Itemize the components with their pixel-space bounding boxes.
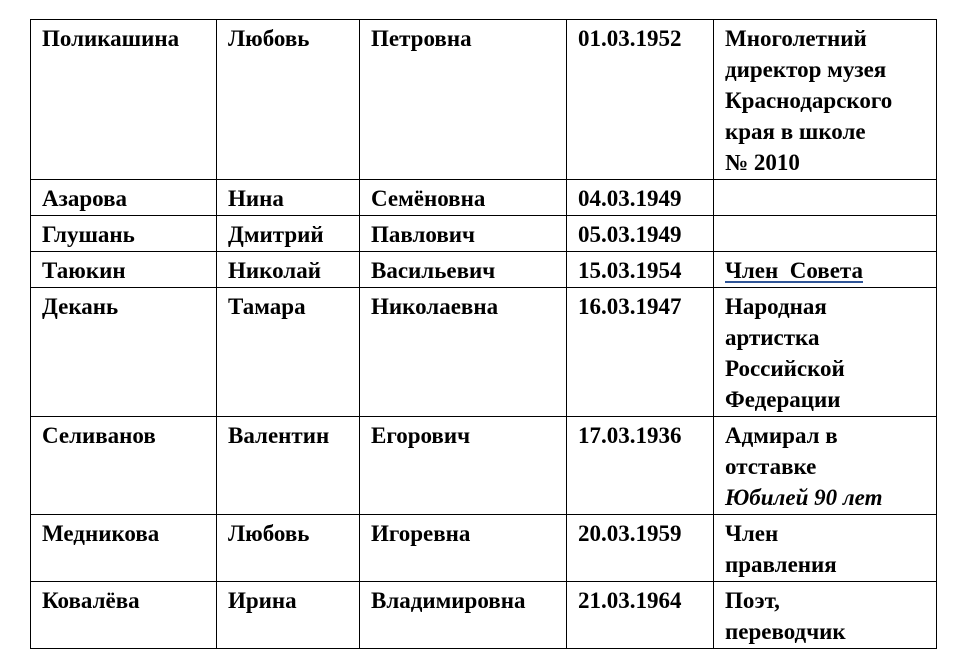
birthdate-cell: 05.03.1949: [567, 216, 714, 252]
note-line: артистка: [725, 325, 820, 350]
birthdate-cell: 20.03.1959: [567, 515, 714, 582]
surname-cell: Селиванов: [31, 417, 217, 515]
table-row: [31, 216, 937, 252]
note-line: края в школе: [725, 119, 866, 144]
note-cell: [714, 417, 937, 515]
note-line: правления: [725, 552, 837, 577]
name-cell: Дмитрий: [217, 216, 360, 252]
note-cell: [714, 515, 937, 582]
patronymic-cell: Семёновна: [360, 180, 567, 216]
patronymic-cell: Павлович: [360, 216, 567, 252]
patronymic-cell: Игоревна: [360, 515, 567, 582]
note-line: Член: [725, 521, 779, 546]
birthdate-cell: 01.03.1952: [567, 20, 714, 180]
table-row: [31, 252, 937, 288]
patronymic-cell: Егорович: [360, 417, 567, 515]
birthdate-cell: 16.03.1947: [567, 288, 714, 417]
name-cell: Николай: [217, 252, 360, 288]
note-line: отставке: [725, 454, 817, 479]
surname-cell: Таюкин: [31, 252, 217, 288]
birthdate-cell: 04.03.1949: [567, 180, 714, 216]
surname-cell: Ковалёва: [31, 582, 217, 649]
note-line: Российской: [725, 356, 845, 381]
note-cell: [714, 20, 937, 180]
people-table: [30, 19, 937, 649]
table-row: [31, 180, 937, 216]
note-cell: [714, 288, 937, 417]
note-line: Народная: [725, 294, 827, 319]
note-line: Федерации: [725, 387, 841, 412]
note-line: Адмирал в: [725, 423, 838, 448]
note-line: Краснодарского: [725, 88, 893, 113]
name-cell: Ирина: [217, 582, 360, 649]
note-cell: [714, 582, 937, 649]
patronymic-cell: Петровна: [360, 20, 567, 180]
name-cell: Тамара: [217, 288, 360, 417]
name-cell: Любовь: [217, 515, 360, 582]
surname-cell: Декань: [31, 288, 217, 417]
table-row: [31, 417, 937, 515]
patronymic-cell: Владимировна: [360, 582, 567, 649]
note-line: № 2010: [725, 150, 800, 175]
birthdate-cell: 17.03.1936: [567, 417, 714, 515]
birthdate-cell: 21.03.1964: [567, 582, 714, 649]
surname-cell: Глушань: [31, 216, 217, 252]
patronymic-cell: Васильевич: [360, 252, 567, 288]
note-line: Юбилей 90 лет: [725, 485, 883, 510]
table-row: [31, 288, 937, 417]
note-line: Многолетний: [725, 26, 867, 51]
name-cell: Валентин: [217, 417, 360, 515]
surname-cell: Поликашина: [31, 20, 217, 180]
table-row: [31, 515, 937, 582]
note-cell: [714, 216, 937, 252]
note-line: Член Совета: [725, 258, 863, 283]
note-line: переводчик: [725, 619, 846, 644]
birthdate-cell: 15.03.1954: [567, 252, 714, 288]
patronymic-cell: Николаевна: [360, 288, 567, 417]
surname-cell: Медникова: [31, 515, 217, 582]
name-cell: Нина: [217, 180, 360, 216]
surname-cell: Азарова: [31, 180, 217, 216]
note-line: директор музея: [725, 57, 887, 82]
name-cell: Любовь: [217, 20, 360, 180]
note-cell: [714, 180, 937, 216]
table-row: [31, 20, 937, 180]
table-row: [31, 582, 937, 649]
note-line: Поэт,: [725, 588, 780, 613]
note-cell: [714, 252, 937, 288]
